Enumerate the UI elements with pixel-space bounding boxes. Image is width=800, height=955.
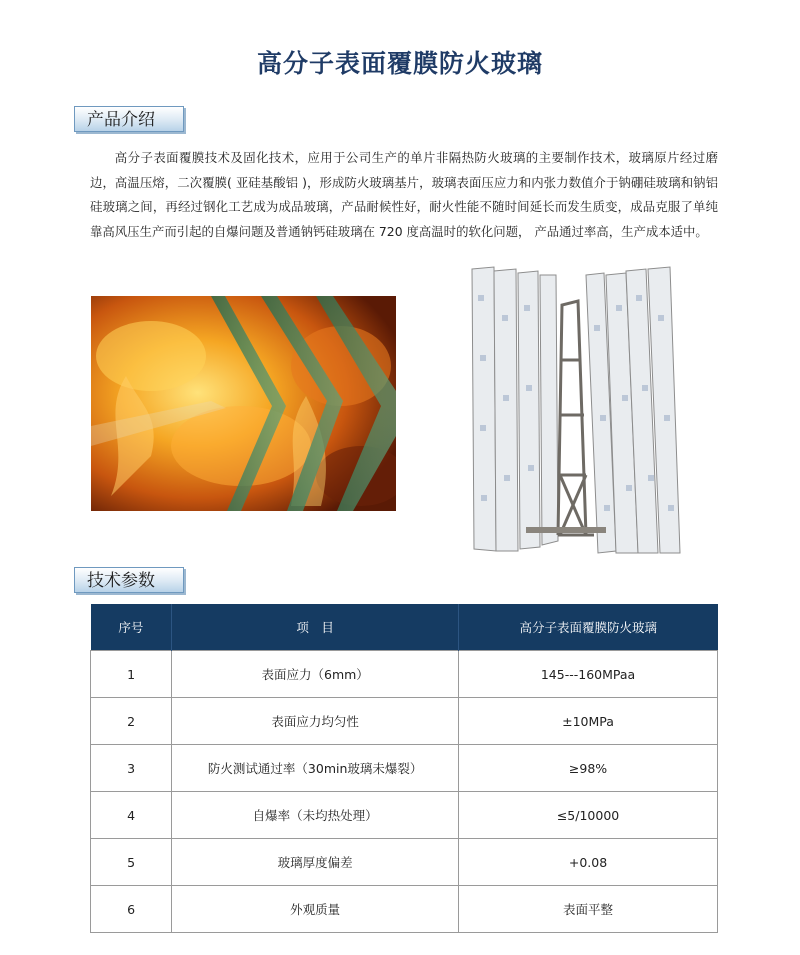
cell-index: 5 bbox=[91, 839, 172, 886]
cell-value: 表面平整 bbox=[459, 886, 718, 933]
cell-index: 3 bbox=[91, 745, 172, 792]
cell-index: 4 bbox=[91, 792, 172, 839]
cell-index: 6 bbox=[91, 886, 172, 933]
header-index: 序号 bbox=[91, 604, 172, 651]
cell-item: 表面应力（6mm） bbox=[172, 651, 459, 698]
table-row bbox=[91, 651, 718, 698]
table-row bbox=[91, 745, 718, 792]
cell-value: 145---160MPaa bbox=[459, 651, 718, 698]
table-row bbox=[91, 698, 718, 745]
cell-index: 2 bbox=[91, 698, 172, 745]
section-label-params: 技术参数 bbox=[74, 567, 184, 593]
fire-glass-photo bbox=[91, 296, 396, 511]
cell-value: ≥98% bbox=[459, 745, 718, 792]
cell-item: 外观质量 bbox=[172, 886, 459, 933]
cell-item: 表面应力均匀性 bbox=[172, 698, 459, 745]
cell-value: ±10MPa bbox=[459, 698, 718, 745]
spec-table bbox=[90, 604, 718, 933]
table-row bbox=[91, 839, 718, 886]
glass-crate-photo bbox=[466, 265, 690, 555]
cell-value: +0.08 bbox=[459, 839, 718, 886]
cell-item: 玻璃厚度偏差 bbox=[172, 839, 459, 886]
cell-value: ≤5/10000 bbox=[459, 792, 718, 839]
section-label-intro: 产品介绍 bbox=[74, 106, 184, 132]
table-row bbox=[91, 792, 718, 839]
page-title: 高分子表面覆膜防火玻璃 bbox=[256, 49, 543, 78]
cell-item: 防火测试通过率（30min玻璃未爆裂） bbox=[172, 745, 459, 792]
header-product: 高分子表面覆膜防火玻璃 bbox=[459, 604, 718, 651]
intro-paragraph: 高分子表面覆膜技术及固化技术，应用于公司生产的单片非隔热防火玻璃的主要制作技术，玻璃原片经过磨边，高温压熔，二次覆膜( 亚硅基酸铝 )，形成防火玻璃基片，玻璃表面压应力和内张力数值介于钠硼硅玻璃和钠铝硅玻璃之间，再经过钢化工艺成为成品玻璃，产品耐候性好，耐火性能不随时间延长而发生质变，成品克服了单纯靠高风压生产而引起的自爆问题及普通钠钙硅玻璃在 720 度高温时的软化问题， 产品通过率高，生产成本适中。 bbox=[90, 150, 718, 239]
cell-item: 自爆率（未均热处理） bbox=[172, 792, 459, 839]
table-row bbox=[91, 886, 718, 933]
cell-index: 1 bbox=[91, 651, 172, 698]
header-item: 项 目 bbox=[172, 604, 459, 651]
table-header-row bbox=[91, 604, 718, 651]
